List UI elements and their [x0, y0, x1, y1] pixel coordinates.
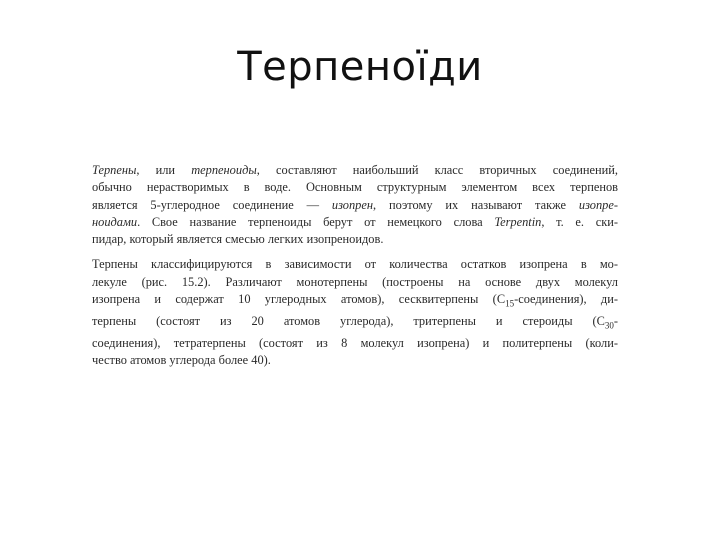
text-run: , составляют наибольший класс вторичных соединений,	[256, 163, 618, 177]
text-line: чество атомов углерода более 40).	[92, 352, 271, 367]
term-terpenes: Терпены	[92, 163, 137, 177]
slide-title: Терпеноїди	[237, 44, 483, 90]
text-line: лекуле (рис. 15.2). Различают монотерпены (построены на основе двух молекул	[92, 274, 618, 289]
text-run: , или	[136, 163, 192, 177]
text-run: . Свое название терпеноиды берут от немецкого слова	[137, 214, 495, 229]
term-isoprene: изопрен	[331, 197, 374, 212]
text-line: пидар, который является смесью легких изопреноидов.	[92, 232, 384, 247]
text-line	[92, 162, 618, 179]
text-run: терпены (состоят из 20 атомов углерода), тритерпены и стероиды (	[92, 313, 597, 328]
text-run: , т. е. ски-	[541, 214, 618, 229]
text-line	[92, 214, 618, 231]
text-run: является 5-углеродное соединение —	[92, 197, 332, 212]
paragraph-terpenes-classification	[92, 256, 618, 369]
formula-c15: $C_{15}$	[496, 292, 515, 309]
text-line: соединения), тетратерпены (состоят из 8 молекул изопрена) и политерпены (коли-	[92, 335, 618, 350]
term-isoprenoids-part1: изопре-	[578, 197, 618, 212]
formula-c30: $C_{30}$	[596, 313, 614, 331]
paragraph-terpenes-definition	[92, 162, 618, 248]
scanned-text-block	[92, 162, 618, 369]
text-run: -	[613, 313, 618, 328]
text-line: Терпены классифицируются в зависимости от количества остатков изопрена в мо-	[92, 257, 618, 272]
text-line	[92, 313, 618, 335]
term-terpentin: Terpentin	[494, 214, 542, 229]
term-isoprenoids-part2: ноидами	[92, 214, 138, 229]
text-line	[92, 197, 618, 214]
text-line	[92, 291, 618, 313]
text-run: , поэтому их называют также	[373, 197, 579, 212]
text-line: обычно нерастворимых в воде. Основным структурным элементом всех терпенов	[92, 180, 618, 195]
term-terpenoids: терпеноиды	[191, 163, 257, 177]
text-run: изопрена и содержат 10 углеродных атомов), сесквитерпены (	[92, 292, 497, 307]
text-run: -соединения), ди-	[514, 292, 618, 307]
